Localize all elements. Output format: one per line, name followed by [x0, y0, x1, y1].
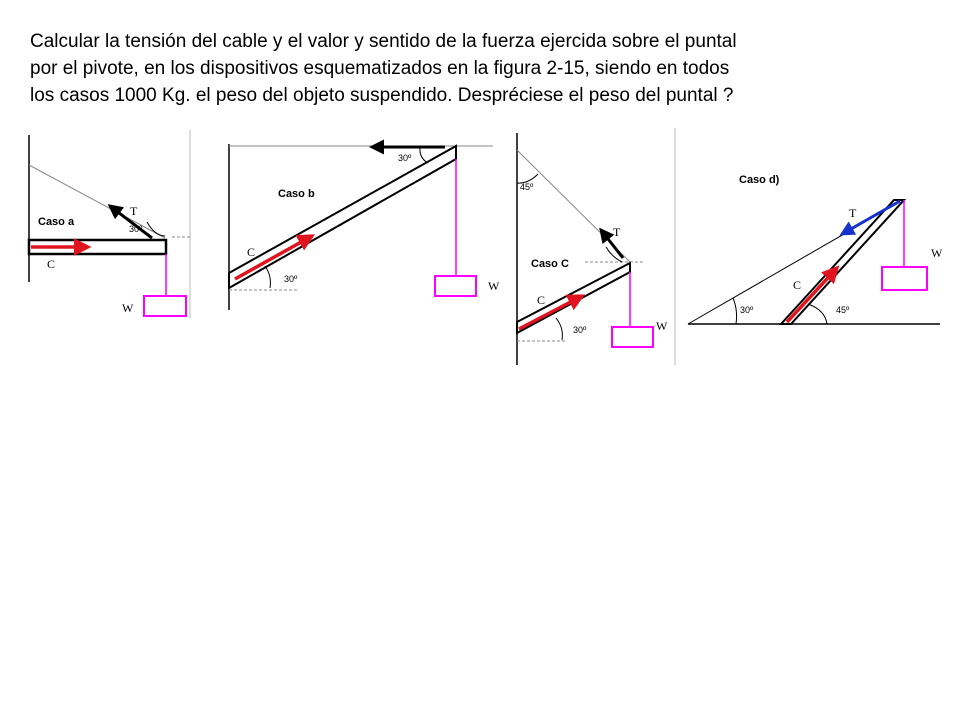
case-c-diagram	[517, 128, 675, 365]
case-b-angle-top-label: 30º	[398, 153, 412, 163]
case-b-weight	[435, 276, 476, 296]
case-a-title: Caso a	[38, 216, 75, 228]
problem-line-2: por el pivote, en los dispositivos esquematizados en la figura 2-15, siendo en todos	[30, 58, 730, 79]
case-b-top-angle-arc	[420, 147, 428, 163]
case-d-T-label: T	[849, 206, 857, 220]
case-b-diagram	[229, 144, 500, 310]
case-c-angle-bottom-label: 30º	[573, 325, 587, 335]
case-d-W-label: W	[931, 246, 943, 260]
case-b-strut	[229, 146, 456, 288]
case-a-angle-arc	[147, 222, 165, 236]
case-d-title: Caso d)	[739, 174, 780, 186]
case-a-diagram	[29, 130, 190, 318]
case-d-left-angle-arc	[733, 298, 737, 324]
case-c-bottom-angle-arc	[556, 318, 562, 340]
case-d-C-label: C	[793, 278, 802, 292]
case-d-diagram	[688, 174, 943, 324]
problem-line-3: los casos 1000 Kg. el peso del objeto suspendido. Despréciese el peso del puntal ?	[30, 85, 734, 106]
problem-line-1: Calcular la tensión del cable y el valor y sentido de la fuerza ejercida sobre el puntal	[30, 31, 737, 52]
case-c-title: Caso C	[531, 258, 569, 270]
case-a-angle-label: 30º	[129, 224, 143, 234]
case-c-C-label: C	[537, 293, 546, 307]
case-c-W-label: W	[656, 319, 668, 333]
case-d-right-angle-arc	[808, 304, 827, 324]
case-a-weight	[144, 296, 186, 316]
case-c-T-label: T	[613, 225, 621, 239]
case-d-angle-right-label: 45º	[836, 305, 850, 315]
case-b-W-label: W	[488, 279, 500, 293]
case-a-C-label: C	[47, 257, 56, 271]
case-d-weight	[882, 267, 927, 290]
case-b-title: Caso b	[278, 188, 315, 200]
case-b-C-label: C	[247, 245, 256, 259]
case-c-angle-top-label: 45º	[520, 182, 534, 192]
case-c-weight	[612, 327, 653, 347]
case-b-bottom-angle-arc	[265, 266, 270, 288]
case-d-compression-arrow	[787, 268, 837, 322]
case-a-W-label: W	[122, 301, 134, 315]
case-b-angle-bottom-label: 30º	[284, 274, 298, 284]
case-a-T-label: T	[130, 204, 138, 218]
case-d-angle-left-label: 30º	[740, 305, 754, 315]
